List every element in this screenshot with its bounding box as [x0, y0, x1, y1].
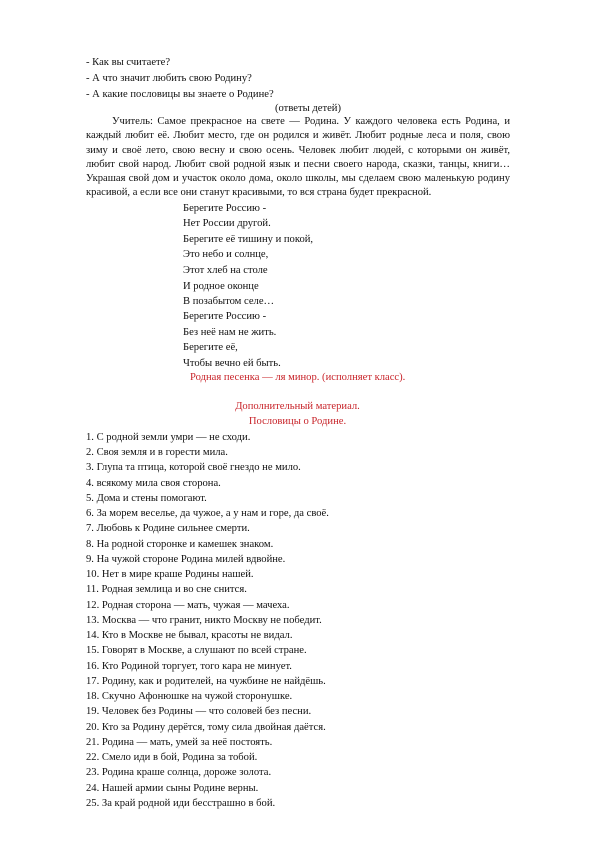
extra-material-heading: Дополнительный материал. [235, 401, 360, 412]
teacher-paragraph [86, 115, 510, 201]
question-line: - Как вы считаете? [86, 57, 171, 68]
proverb-item: 10. Нет в мире краше Родины нашей. [86, 569, 254, 580]
proverb-item: 12. Родная сторона — мать, чужая — мачеха. [86, 600, 290, 611]
proverbs-heading: Пословицы о Родине. [248, 416, 347, 427]
song-line: Родная песенка — ля минор. (исполняет класс). [190, 372, 406, 383]
proverb-item: 22. Смело иди в бой, Родина за тобой. [86, 752, 258, 763]
poem-line: Берегите её, [183, 342, 238, 353]
proverb-item: 1. С родной земли умри — не сходи. [86, 432, 251, 443]
proverb-item: 8. На родной сторонке и камешек знаком. [86, 539, 274, 550]
teacher-paragraph-text: Учитель: Самое прекрасное на свете — Родина. У каждого человека есть Родина, и каждый любит её. Любит место, где он родился и живёт. Любит родные леса и поля, свою зиму и своё лето, свою весну и свою осень. Человек любит людей, с которыми он живёт, любит свой народ. Любит свой родной язык и песни своего народа, сказки, танцы, книги… Украшая свой дом и участок около дома, около школы, мы сделаем свою маленькую родину красивой, а если все они станут красивыми, то вся страна будет прекрасной. [86, 116, 510, 199]
poem-line: В позабытом селе… [183, 296, 275, 307]
answers-note: (ответы детей) [275, 103, 341, 114]
proverb-item: 2. Своя земля и в горести мила. [86, 447, 228, 458]
proverb-item: 18. Скучно Афонюшке на чужой сторонушке. [86, 691, 293, 702]
proverb-item: 7. Любовь к Родине сильнее смерти. [86, 523, 250, 534]
proverb-item: 3. Глупа та птица, которой своё гнездо не мило. [86, 462, 301, 473]
proverb-item: 9. На чужой стороне Родина милей вдвойне. [86, 554, 286, 565]
poem-line: Берегите Россию - [183, 311, 267, 322]
poem-line: Берегите Россию - [183, 203, 267, 214]
proverb-item: 5. Дома и стены помогают. [86, 493, 207, 504]
proverb-item: 20. Кто за Родину дерётся, тому сила двойная даётся. [86, 722, 326, 733]
question-line: - А что значит любить свою Родину? [86, 73, 252, 84]
proverb-item: 24. Нашей армии сыны Родине верны. [86, 783, 259, 794]
proverb-item: 25. За край родной иди бесстрашно в бой. [86, 798, 276, 809]
proverb-item: 21. Родина — мать, умей за неё постоять. [86, 737, 273, 748]
proverb-item: 19. Человек без Родины — что соловей без песни. [86, 706, 312, 717]
poem-line: Этот хлеб на столе [183, 265, 268, 276]
proverb-item: 15. Говорят в Москве, а слушают по всей стране. [86, 645, 307, 656]
proverb-item: 23. Родина краше солнца, дороже золота. [86, 767, 272, 778]
proverb-item: 6. За морем веселье, да чужое, а у нам и горе, да своё. [86, 508, 329, 519]
poem-line: Берегите её тишину и покой, [183, 234, 314, 245]
poem-line: Нет России другой. [183, 218, 271, 229]
proverb-item: 4. всякому мила своя сторона. [86, 478, 221, 489]
proverb-item: 17. Родину, как и родителей, на чужбине не найдёшь. [86, 676, 326, 687]
poem-line: Без неё нам не жить. [183, 327, 277, 338]
poem-line: И родное оконце [183, 281, 259, 292]
poem-line: Это небо и солнце, [183, 249, 269, 260]
proverb-item: 16. Кто Родиной торгует, того кара не минует. [86, 661, 292, 672]
proverb-item: 11. Родная землица и во сне снится. [86, 584, 247, 595]
proverb-item: 13. Москва — что гранит, никто Москву не победит. [86, 615, 322, 626]
question-line: - А какие пословицы вы знаете о Родине? [86, 89, 274, 100]
proverb-item: 14. Кто в Москве не бывал, красоты не видал. [86, 630, 293, 641]
poem-line: Чтобы вечно ей быть. [183, 358, 281, 369]
